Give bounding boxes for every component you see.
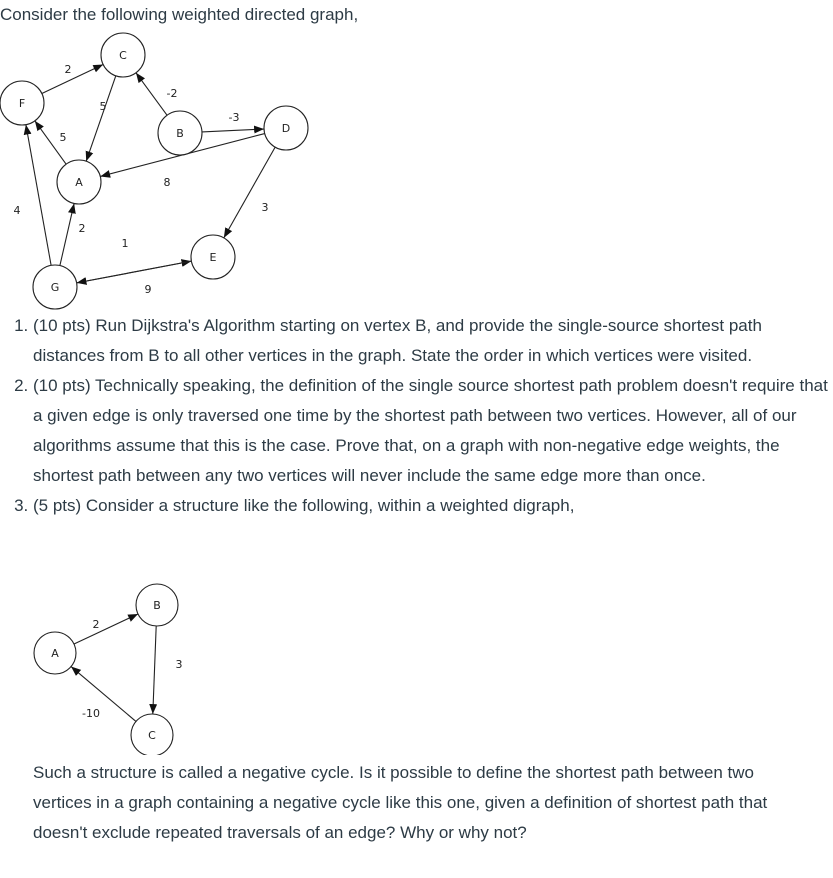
weighted-digraph bbox=[0, 30, 320, 312]
edge-C-A bbox=[86, 76, 116, 161]
question-3: 3. (5 pts) Consider a structure like the following, within a weighted digraph, bbox=[33, 491, 828, 521]
edge-E-G bbox=[77, 261, 192, 283]
edge-weight-E-G: 9 bbox=[144, 283, 152, 296]
node-label-G: G bbox=[50, 281, 60, 294]
node-label-A: A bbox=[51, 647, 59, 660]
edge-weight-A-F: 8 bbox=[163, 176, 171, 189]
edge-weight-B-D: -3 bbox=[228, 111, 240, 124]
question-list bbox=[0, 311, 828, 521]
edge-B-D bbox=[202, 129, 264, 132]
edge-weight-G-E: 1 bbox=[121, 237, 129, 250]
question-2: 2. (10 pts) Technically speaking, the definition of the single source shortest path problem doesn't require that a given edge is only traversed one time by the shortest path between two vertices. However, all of our algorithms assume that this is the case. Prove that, on a graph with non-negative edge weights, the shortest path between any two vertices will never include the same edge more than once. bbox=[33, 371, 828, 491]
edge-weight-F-C: 2 bbox=[64, 63, 72, 76]
edge-F-C bbox=[42, 64, 103, 93]
edge-weight-D-E: 3 bbox=[261, 201, 269, 214]
edge-weight-D-A: 5 bbox=[59, 131, 67, 144]
edge-A-B bbox=[74, 614, 138, 644]
node-label-B: B bbox=[153, 599, 161, 612]
edge-B-C bbox=[136, 73, 167, 115]
edge-weight-B-C: -2 bbox=[166, 87, 178, 100]
node-label-B: B bbox=[176, 127, 184, 140]
node-label-C: C bbox=[119, 49, 127, 62]
edge-weight-C-A: -10 bbox=[82, 707, 100, 720]
node-label-E: E bbox=[209, 251, 217, 264]
edge-C-A bbox=[71, 667, 136, 722]
edge-weight-C-A: 5 bbox=[99, 100, 107, 113]
question-3-followup: Such a structure is called a negative cycle. Is it possible to define the shortest path between two vertices in a graph containing a negative cycle like this one, given a definition of shortest path that doesn't exclude repeated traversals of an edge? Why or why not? bbox=[33, 763, 768, 842]
edge-weight-A-B: 2 bbox=[92, 618, 100, 631]
edge-weight-G-F: 4 bbox=[13, 204, 21, 217]
node-label-D: D bbox=[281, 122, 291, 135]
intro-text: Consider the following weighted directed graph, bbox=[0, 5, 359, 24]
edge-D-E bbox=[224, 147, 275, 238]
edge-weight-G-A: 2 bbox=[78, 222, 86, 235]
node-label-C: C bbox=[148, 729, 156, 742]
node-label-A: A bbox=[75, 176, 83, 189]
edge-G-A bbox=[60, 203, 74, 265]
edge-G-F bbox=[26, 125, 51, 266]
edge-weight-B-C: 3 bbox=[175, 658, 183, 671]
question-1: 1. (10 pts) Run Dijkstra's Algorithm starting on vertex B, and provide the single-source shortest path distances from B to all other vertices in the graph. State the order in which vertices were visited. bbox=[33, 311, 828, 371]
node-label-F: F bbox=[18, 97, 26, 110]
edge-B-C bbox=[153, 626, 156, 714]
negative-cycle-digraph bbox=[20, 580, 220, 755]
